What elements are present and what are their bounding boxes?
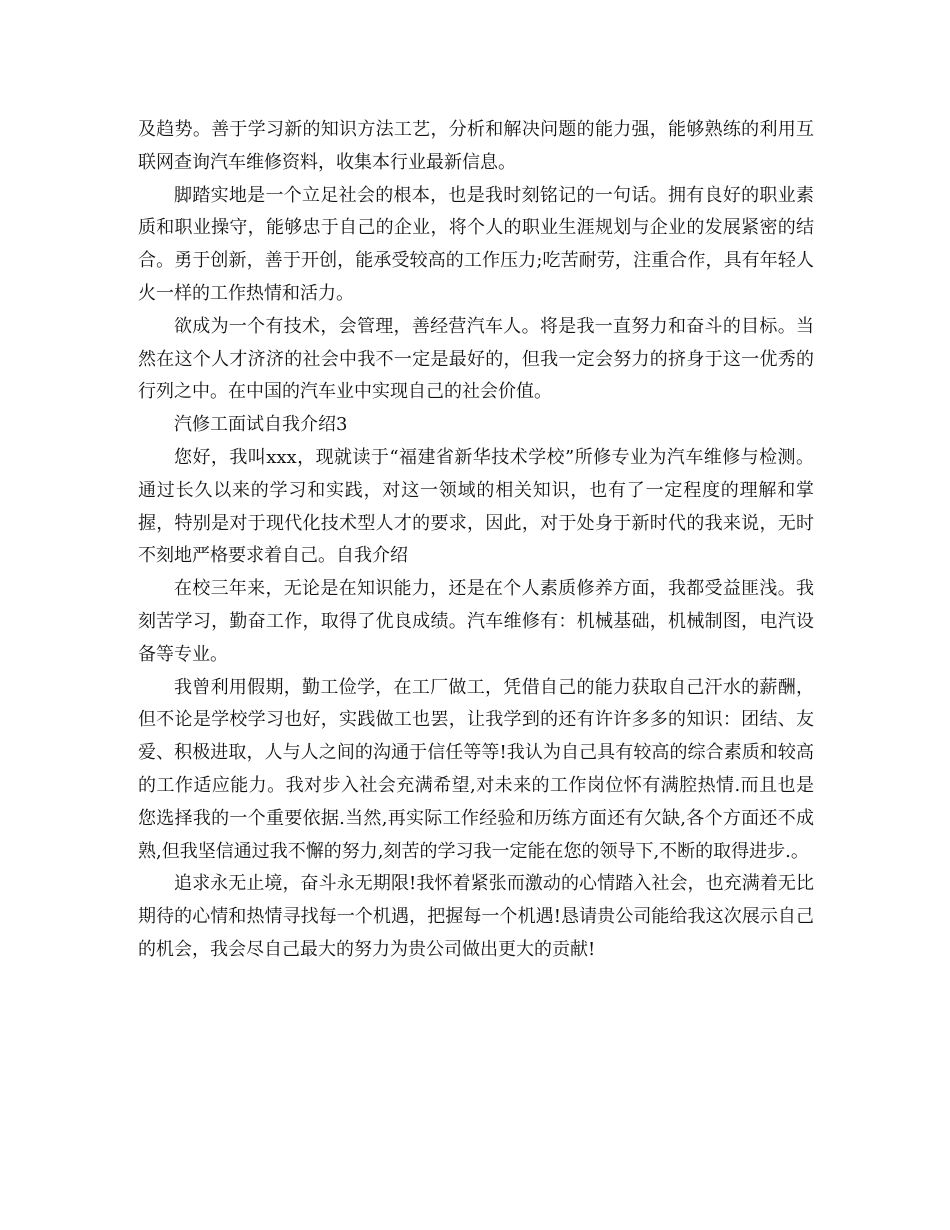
paragraph: 追求永无止境，奋斗永无期限!我怀着紧张而激动的心情踏入社会，也充满着无比期待的心情和热情寻找每一个机遇，把握每一个机遇!恳请贵公司能给我这次展示自己的机会，我会尽自己最大的努力为贵公司做出更大的贡献! (138, 873, 814, 960)
section-heading: 汽修工面试自我介绍3 (174, 414, 348, 436)
document-body (138, 114, 814, 967)
paragraph: 在校三年来，无论是在知识能力，还是在个人素质修养方面，我都受益匪浅。我刻苦学习，勤奋工作，取得了优良成绩。汽车维修有：机械基础，机械制图，电汽设备等专业。 (138, 578, 814, 665)
paragraph-continued: 及趋势。善于学习新的知识方法工艺，分析和解决问题的能力强，能够熟练的利用互联网查询汽车维修资料，收集本行业最新信息。 (138, 119, 814, 173)
paragraph: 我曾利用假期，勤工俭学，在工厂做工，凭借自己的能力获取自己汗水的薪酬，但不论是学校学习也好，实践做工也罢，让我学到的还有许许多多的知识：团结、友爱、积极进取，人与人之间的沟通于信任等等!我认为自己具有较高的综合素质和较高的工作适应能力。我对步入社会充满希望,对未来的工作岗位怀有满腔热情.而且也是您选择我的一个重要依据.当然,再实际工作经验和历练方面还有欠缺,各个方面还不成熟,但我坚信通过我不懈的努力,刻苦的学习我一定能在您的领导下,不断的取得进步.。 (138, 676, 814, 862)
paragraph: 欲成为一个有技术，会管理，善经营汽车人。将是我一直努力和奋斗的目标。当然在这个人才济济的社会中我不一定是最好的，但我一定会努力的挤身于这一优秀的行列之中。在中国的汽车业中实现自己的社会价值。 (138, 315, 814, 403)
paragraph: 您好，我叫xxx，现就读于“福建省新华技术学校”所修专业为汽车维修与检测。通过长久以来的学习和实践，对这一领域的相关知识，也有了一定程度的理解和掌握，特别是对于现代化技术型人才的要求，因此，对于处身于新时代的我来说，无时不刻地严格要求着自己。自我介绍 (138, 446, 814, 567)
paragraph: 脚踏实地是一个立足社会的根本，也是我时刻铭记的一句话。拥有良好的职业素质和职业操守，能够忠于自己的企业，将个人的职业生涯规划与企业的发展紧密的结合。勇于创新，善于开创，能承受较高的工作压力;吃苦耐劳，注重合作，具有年轻人火一样的工作热情和活力。 (138, 184, 814, 304)
